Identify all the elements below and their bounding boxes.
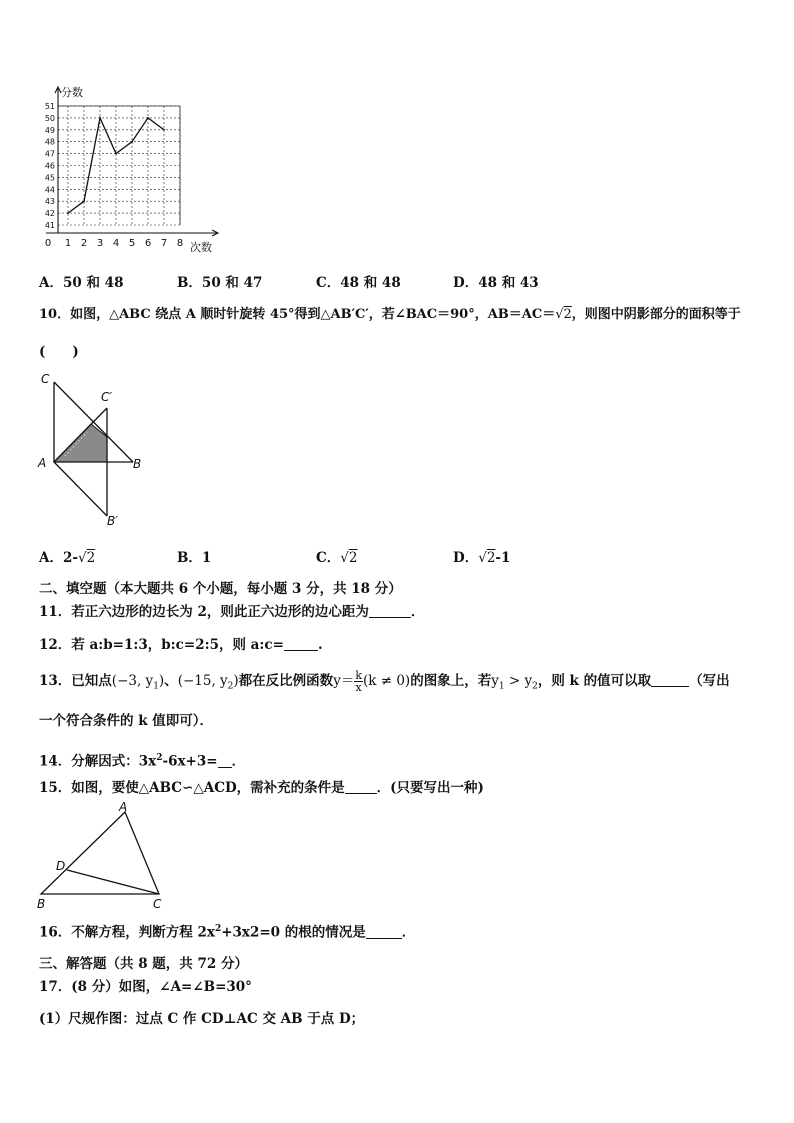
x-tick-label: 7: [160, 238, 168, 249]
x-tick-label: 8: [176, 238, 184, 249]
sqrt-symbol: √2: [555, 307, 572, 322]
chart-x-title: 次数: [190, 241, 212, 254]
chart-y-title: 分数: [61, 86, 83, 99]
label-C: C: [153, 897, 162, 910]
answer-blank[interactable]: [345, 779, 377, 794]
answer-blank[interactable]: [651, 672, 689, 687]
q12: 12．若 a:b=1:3，b:c=2:5，则 a:c= .: [39, 637, 323, 653]
option-letter: D．: [453, 275, 479, 291]
option-text: 50 和 47: [201, 275, 263, 291]
score-line-chart: [30, 80, 230, 255]
data-point: [131, 141, 133, 143]
option-text: 48 和 43: [478, 275, 539, 291]
x-tick-label: 5: [128, 238, 136, 249]
x-tick-label: 4: [112, 238, 120, 249]
label-A: A: [38, 456, 47, 470]
y-tick-label: 50: [44, 113, 55, 123]
label-B: B: [133, 457, 142, 471]
q13-line2: 一个符合条件的 k 值即可）．: [39, 713, 214, 729]
fraction-k-over-x: $\frac{k}{x}$: [355, 669, 362, 694]
q17-stem: 17．(8 分）如图，∠A=∠B=30°: [39, 979, 252, 995]
answer-blank[interactable]: [366, 924, 402, 939]
data-point: [83, 200, 85, 202]
y-tick-label: 42: [44, 209, 55, 219]
option-letter: B．: [177, 275, 202, 291]
option-text: 48 和 48: [340, 275, 401, 291]
y-tick-label: 49: [44, 125, 55, 135]
q13-line1: 13．已知点(−3, $y_1$)、(−15, $y_2$)都在反比例函数y＝ $\frac{k}{x}$ (k ≠ 0)的图象上，若$y_1 > y_2$，则 k 的值可以取 （写出: [39, 669, 730, 694]
y-tick-label: 47: [44, 149, 55, 159]
q10-rotation-figure: [35, 370, 155, 530]
y-tick-label: 44: [44, 185, 55, 195]
label-C-prime: C′: [101, 390, 113, 404]
y-tick-label: 45: [44, 173, 55, 183]
data-point: [67, 212, 69, 214]
label-B-prime: B′: [107, 514, 118, 528]
q10-option-a[interactable]: A．2-√2: [39, 550, 96, 566]
q15-triangle-figure: [35, 800, 170, 910]
y-tick-label: 43: [44, 197, 55, 207]
q11: 11．若正六边形的边长为 2，则此正六边形的边心距为 ．: [39, 604, 425, 620]
data-point: [147, 117, 149, 119]
option-letter: C．: [316, 275, 341, 291]
q17-part-1: (1）尺规作图：过点 C 作 CD⊥AC 交 AB 于点 D；: [39, 1011, 365, 1027]
label-C: C: [41, 372, 50, 386]
q10-paren: ( ): [39, 344, 79, 360]
data-point: [163, 129, 165, 131]
q9-option-a[interactable]: [39, 271, 123, 291]
label-D: D: [56, 859, 66, 873]
q10-option-b[interactable]: B．1: [177, 550, 212, 566]
chart-x-ticks: [45, 238, 183, 249]
q15: 15．如图，要使△ABC∽△ACD，需补充的条件是 ．(只要写出一种): [39, 780, 484, 796]
data-point: [115, 153, 117, 155]
answer-blank[interactable]: [218, 753, 232, 768]
q14: 14．分解因式：$3x^2-6x+3=$ ．: [39, 753, 246, 770]
data-point: [99, 117, 101, 119]
x-tick-label: 1: [64, 238, 72, 249]
q10-option-c[interactable]: C．√2: [316, 550, 358, 566]
section-2-heading: 二、填空题（本大题共 6 个小题，每小题 3 分，共 18 分）: [39, 581, 402, 597]
q9-option-b[interactable]: [177, 271, 262, 291]
x-tick-label: 0: [44, 238, 52, 249]
y-tick-label: 41: [44, 221, 55, 230]
label-A: A: [119, 800, 128, 814]
q16: 16．不解方程，判断方程 $2x^2+3x2=0$ 的根的情况是 ．: [39, 924, 416, 941]
x-tick-label: 3: [96, 238, 104, 249]
q9-option-c[interactable]: [316, 271, 401, 291]
q10-stem: 10．如图，△ABC 绕点 A 顺时针旋转 45°得到△AB′C′，若∠BAC＝90°，AB＝AC＝√2，则图中阴影部分的面积等于: [39, 307, 741, 322]
answer-blank[interactable]: [284, 636, 318, 651]
shaded-region: [54, 424, 107, 462]
label-B: B: [37, 897, 46, 910]
x-tick-label: 2: [80, 238, 88, 249]
q10-option-d[interactable]: D．√2-1: [453, 550, 511, 566]
section-3-heading: 三、解答题（共 8 题，共 72 分）: [39, 956, 248, 972]
x-tick-label: 6: [144, 238, 152, 249]
option-text: 50 和 48: [62, 275, 124, 291]
chart-y-ticks: [45, 102, 55, 230]
y-tick-label: 51: [44, 102, 55, 111]
option-letter: A．: [39, 275, 63, 291]
q9-option-d[interactable]: [453, 271, 539, 291]
answer-blank[interactable]: [369, 603, 411, 618]
chart-axes: [46, 87, 218, 236]
y-tick-label: 46: [44, 161, 55, 171]
y-tick-label: 48: [44, 137, 55, 147]
